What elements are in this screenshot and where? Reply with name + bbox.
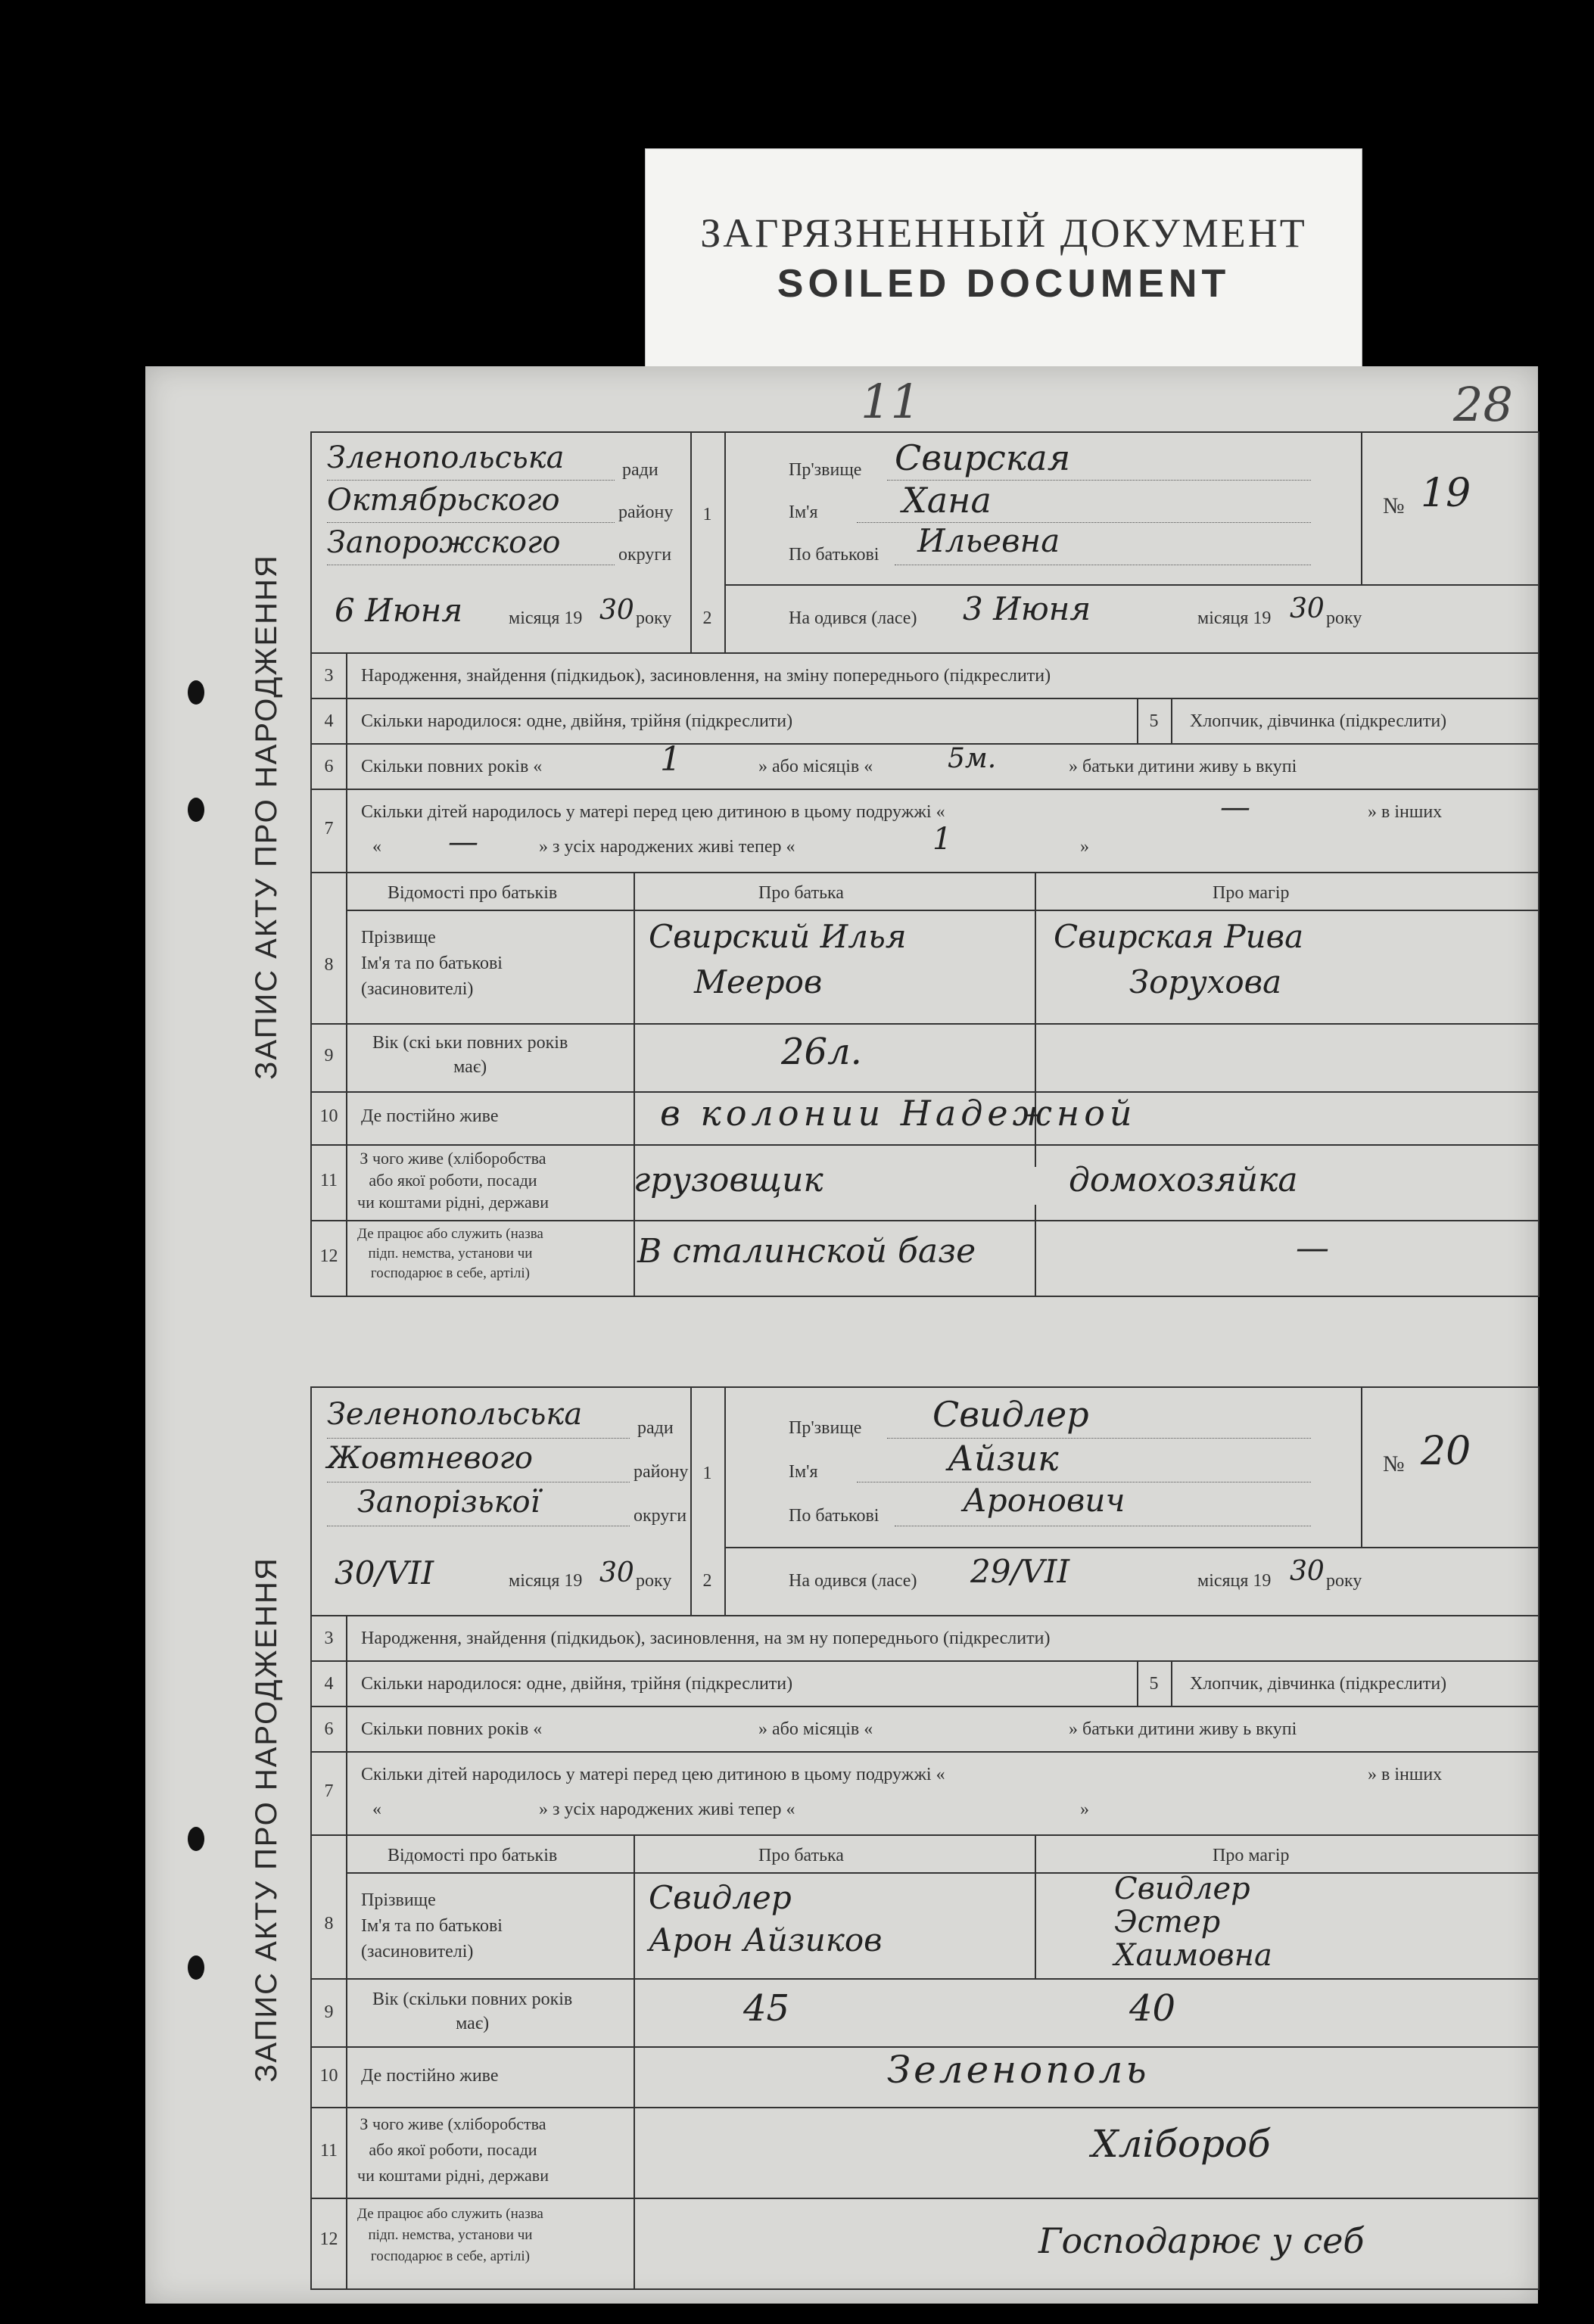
mother-age: 40 [1129, 1987, 1176, 2030]
birth-record-form-19: 1 2 Зленопольська ради Октябрьского району Запорожского округи 6 Июня місяця 19 30 року Пр'звище Свирская Ім'я Хана По батькові Ильевна № 19 На одився (ласе) 3 Июня місяця 19 30 року 3 Народження, знайдення (підкидьок), засиновлення, на зміну попереднього (підкреслити) 4 Скільки народилося: одне, двійня, трійня (підкреслити) 5 Хлопчик, дівчинка (підкреслити) 6 Скільки повних років « 1 » або місяців « 5м. » батьки дитини живу ь вкупі 7 Скільки дітей народилось у матері перед цею дитиною в цьому подружжі « — » в інших « — » з усіх народжених живі тепер « 1 » Відомості про батьків Про батька Про магір 8 Прізвище Ім'я та по батькові (засиновителі) Свирский Илья Мееров Свирская Рива Зорухова 9 Вік (скі ьки повних років має) 26л. 10 Де постійно живе в колонии Надежной 11 З чого живе (хліборобства або якої роботи, посади чи коштами рідні, держави грузовщик домохозяйка 12 Де працює або служить (назва підп. немства, установи чи господарює в себе, артілі) В сталинской базе — [310, 431, 1540, 1297]
father-full-name: Свидлер Арон Айзиков [649, 1879, 883, 1958]
occupation: Хлібороб [1091, 2122, 1271, 2166]
mother-occupation: домохозяйка [1069, 1161, 1298, 1199]
rada-label: ради [622, 460, 658, 480]
binding-hole [188, 1827, 204, 1851]
father-age: 26л. [781, 1031, 862, 1073]
row6-years: 1 [660, 740, 681, 779]
raion-value: Жовтневого [327, 1441, 533, 1476]
registration-day: 30/VII [335, 1554, 434, 1591]
mother-full-name: Свирская Рива Зорухова [1054, 918, 1304, 1000]
record-number: 20 [1421, 1429, 1471, 1474]
residence: в колонии Надежной [660, 1093, 1137, 1134]
child-patronymic: Аронович [963, 1482, 1125, 1519]
child-name: Хана [902, 480, 992, 521]
mother-workplace: — [1296, 1229, 1329, 1268]
birth-date: 3 Июня [963, 590, 1091, 627]
register-page [145, 366, 1538, 2304]
row3-text: Народження, знайдення (підкидьок), засиновлення, на зміну попереднього (підкреслити) [361, 666, 1051, 686]
row7-value3: 1 [932, 822, 952, 857]
child-name: Айзик [948, 1438, 1059, 1479]
rada-value: Зеленопольська [327, 1397, 583, 1432]
row7-value2: — [448, 825, 478, 860]
birth-year: 30 [1290, 1556, 1325, 1587]
mother-full-name: Свидлер Эстер Хаимовна [1114, 1871, 1272, 1973]
raion-label: району [618, 502, 674, 522]
page-mark-right: 28 [1453, 377, 1513, 432]
label-russian: ЗАГРЯЗНЕННЫЙ ДОКУМЕНТ [700, 210, 1307, 256]
row7-value1: — [1220, 790, 1250, 825]
birth-record-form-20: 1 2 Зеленопольська ради Жовтневого району Запорізької округи 30/VII місяця 19 30 року Пр'звище Свидлер Ім'я Айзик По батькові Аронович № 20 На одився (ласе) 29/VII місяця 19 30 року 3 Народження, знайдення (підкидьок), засиновлення, на зм ну попереднього (підкреслити) 4 Скільки народилося: одне, двійня, трійня (підкреслити) 5 Хлопчик, дівчинка (підкреслити) 6 Скільки повних років « » або місяців « » батьки дитини живу ь вкупі 7 Скільки дітей народилось у матері перед цею дитиною в цьому подружжі « » в інших « » з усіх народжених живі тепер « » Відомості про батьків Про батька Про магір 8 Прізвище Ім'я та по батькові (засиновителі) Свидлер Арон Айзиков Свидлер Эстер Хаимовна 9 Вік (скільки повних років має) 45 40 10 Де постійно живе Зеленополь 11 З чого живе (хліборобства або якої роботи, посади чи коштами рідні, держави Хлібороб 12 Де працює або служить (назва підп. немства, установи чи господарює в себе, артілі) Господарює у себ [310, 1386, 1540, 2290]
workplace: Господарює у себ [1038, 2220, 1365, 2261]
rada-value: Зленопольська [327, 440, 565, 475]
registration-suffix: року [636, 608, 672, 628]
child-surname: Свидлер [932, 1394, 1089, 1435]
father-full-name: Свирский Илья Мееров [649, 918, 907, 1000]
okruh-label: округи [618, 545, 672, 565]
child-patronymic: Ильевна [917, 522, 1060, 559]
registration-year: 30 [599, 595, 634, 626]
father-occupation: грузовщик [634, 1161, 823, 1199]
row5-text: Хлопчик, дівчинка (підкреслити) [1190, 711, 1447, 731]
binding-hole [188, 680, 204, 705]
registration-year: 30 [599, 1557, 634, 1588]
birth-date: 29/VII [970, 1553, 1070, 1590]
page-mark-left: 11 [861, 374, 920, 429]
birth-year: 30 [1290, 593, 1325, 624]
raion-value: Октябрьского [327, 483, 560, 518]
row4-text: Скільки народилося: одне, двійня, трійня (підкреслити) [361, 711, 793, 731]
side-title: ЗАПИС АКТУ ПРО НАРОДЖЕННЯ [249, 553, 283, 1080]
registration-month-label: місяця 19 [509, 608, 583, 628]
okruh-value: Запорожского [327, 525, 561, 560]
residence: Зеленополь [887, 2048, 1150, 2092]
binding-hole [188, 798, 204, 822]
record-number: 19 [1421, 471, 1471, 516]
father-age: 45 [743, 1987, 790, 2030]
registration-day: 6 Июня [335, 592, 463, 629]
label-english: SOILED DOCUMENT [777, 262, 1231, 306]
row6-months: 5м. [948, 743, 997, 774]
okruh-value: Запорізької [357, 1485, 540, 1520]
child-surname: Свирская [895, 437, 1071, 478]
father-workplace: В сталинской базе [637, 1232, 976, 1271]
soiled-document-label [645, 148, 1362, 368]
binding-hole [188, 1955, 204, 1980]
side-title: ЗАПИС АКТУ ПРО НАРОДЖЕННЯ [249, 1556, 283, 2083]
